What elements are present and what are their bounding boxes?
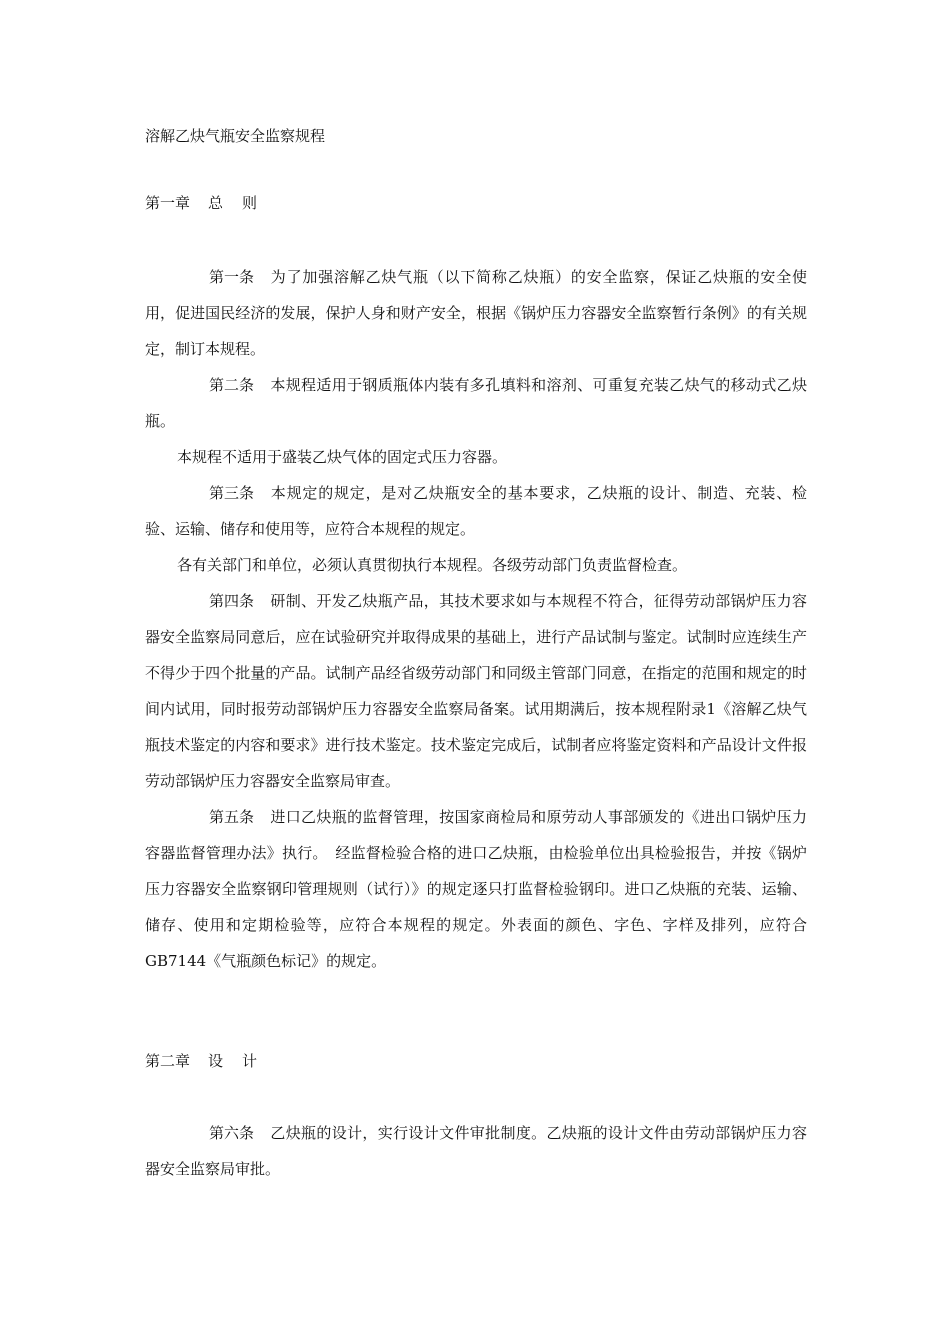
article-4 xyxy=(145,583,807,799)
article-5-label: 第五条 xyxy=(209,808,255,826)
chapter-1-heading xyxy=(145,193,276,213)
chapter-1-number: 第一章 xyxy=(145,194,191,212)
article-1-label: 第一条 xyxy=(209,268,255,286)
article-2-label: 第二条 xyxy=(209,376,255,394)
chapter-2-heading xyxy=(145,1051,276,1071)
article-2-clause xyxy=(145,439,807,475)
article-2-text: 本规程适用于钢质瓶体内装有多孔填料和溶剂、可重复充装乙炔气的移动式乙炔瓶。 xyxy=(145,376,807,430)
article-2 xyxy=(145,367,807,439)
chapter-1-body xyxy=(145,259,807,979)
chapter-2-name: 设计 xyxy=(208,1052,277,1070)
article-6-label: 第六条 xyxy=(209,1124,255,1142)
article-6 xyxy=(145,1115,807,1187)
chapter-2-body xyxy=(145,1115,807,1187)
article-1 xyxy=(145,259,807,367)
article-3-text: 本规定的规定，是对乙炔瓶安全的基本要求，乙炔瓶的设计、制造、充装、检验、运输、储存和使用等，应符合本规程的规定。 xyxy=(145,484,807,538)
document-title: 溶解乙炔气瓶安全监察规程 xyxy=(145,127,326,145)
article-3-clause xyxy=(145,547,807,583)
article-4-label: 第四条 xyxy=(209,592,255,610)
article-1-text: 为了加强溶解乙炔气瓶（以下简称乙炔瓶）的安全监察，保证乙炔瓶的安全使用，促进国民经济的发展，保护人身和财产安全，根据《锅炉压力容器安全监察暂行条例》的有关规定，制订本规程。 xyxy=(145,268,807,358)
article-3-label: 第三条 xyxy=(209,484,255,502)
article-2-clause-text: 本规程不适用于盛装乙炔气体的固定式压力容器。 xyxy=(177,448,508,466)
article-4-text: 研制、开发乙炔瓶产品，其技术要求如与本规程不符合，征得劳动部锅炉压力容器安全监察局同意后，应在试验研究并取得成果的基础上，进行产品试制与鉴定。试制时应连续生产不得少于四个批量的产品。试制产品经省级劳动部门和同级主管部门同意，在指定的范围和规定的时间内试用，同时报劳动部锅炉压力容器安全监察局备案。试用期满后，按本规程附录1《溶解乙炔气瓶技术鉴定的内容和要求》进行技术鉴定。技术鉴定完成后，试制者应将鉴定资料和产品设计文件报劳动部锅炉压力容器安全监察局审查。 xyxy=(145,592,807,790)
chapter-2-number: 第二章 xyxy=(145,1052,191,1070)
article-6-text: 乙炔瓶的设计，实行设计文件审批制度。乙炔瓶的设计文件由劳动部锅炉压力容器安全监察局审批。 xyxy=(145,1124,807,1178)
article-3-clause-text: 各有关部门和单位，必须认真贯彻执行本规程。各级劳动部门负责监督检查。 xyxy=(177,556,688,574)
article-3 xyxy=(145,475,807,547)
article-5-text: 进口乙炔瓶的监督管理，按国家商检局和原劳动人事部颁发的《进出口锅炉压力容器监督管理办法》执行。 经监督检验合格的进口乙炔瓶，由检验单位出具检验报告，并按《锅炉压力容器安全监察钢印管理规则（试行）》的规定逐只打监督检验钢印。进口乙炔瓶的充装、运输、储存、使用和定期检验等，应符合本规程的规定。外表面的颜色、字色、字样及排列，应符合GB7144《气瓶颜色标记》的规定。 xyxy=(145,808,807,970)
article-5 xyxy=(145,799,807,979)
chapter-1-name: 总则 xyxy=(208,194,277,212)
